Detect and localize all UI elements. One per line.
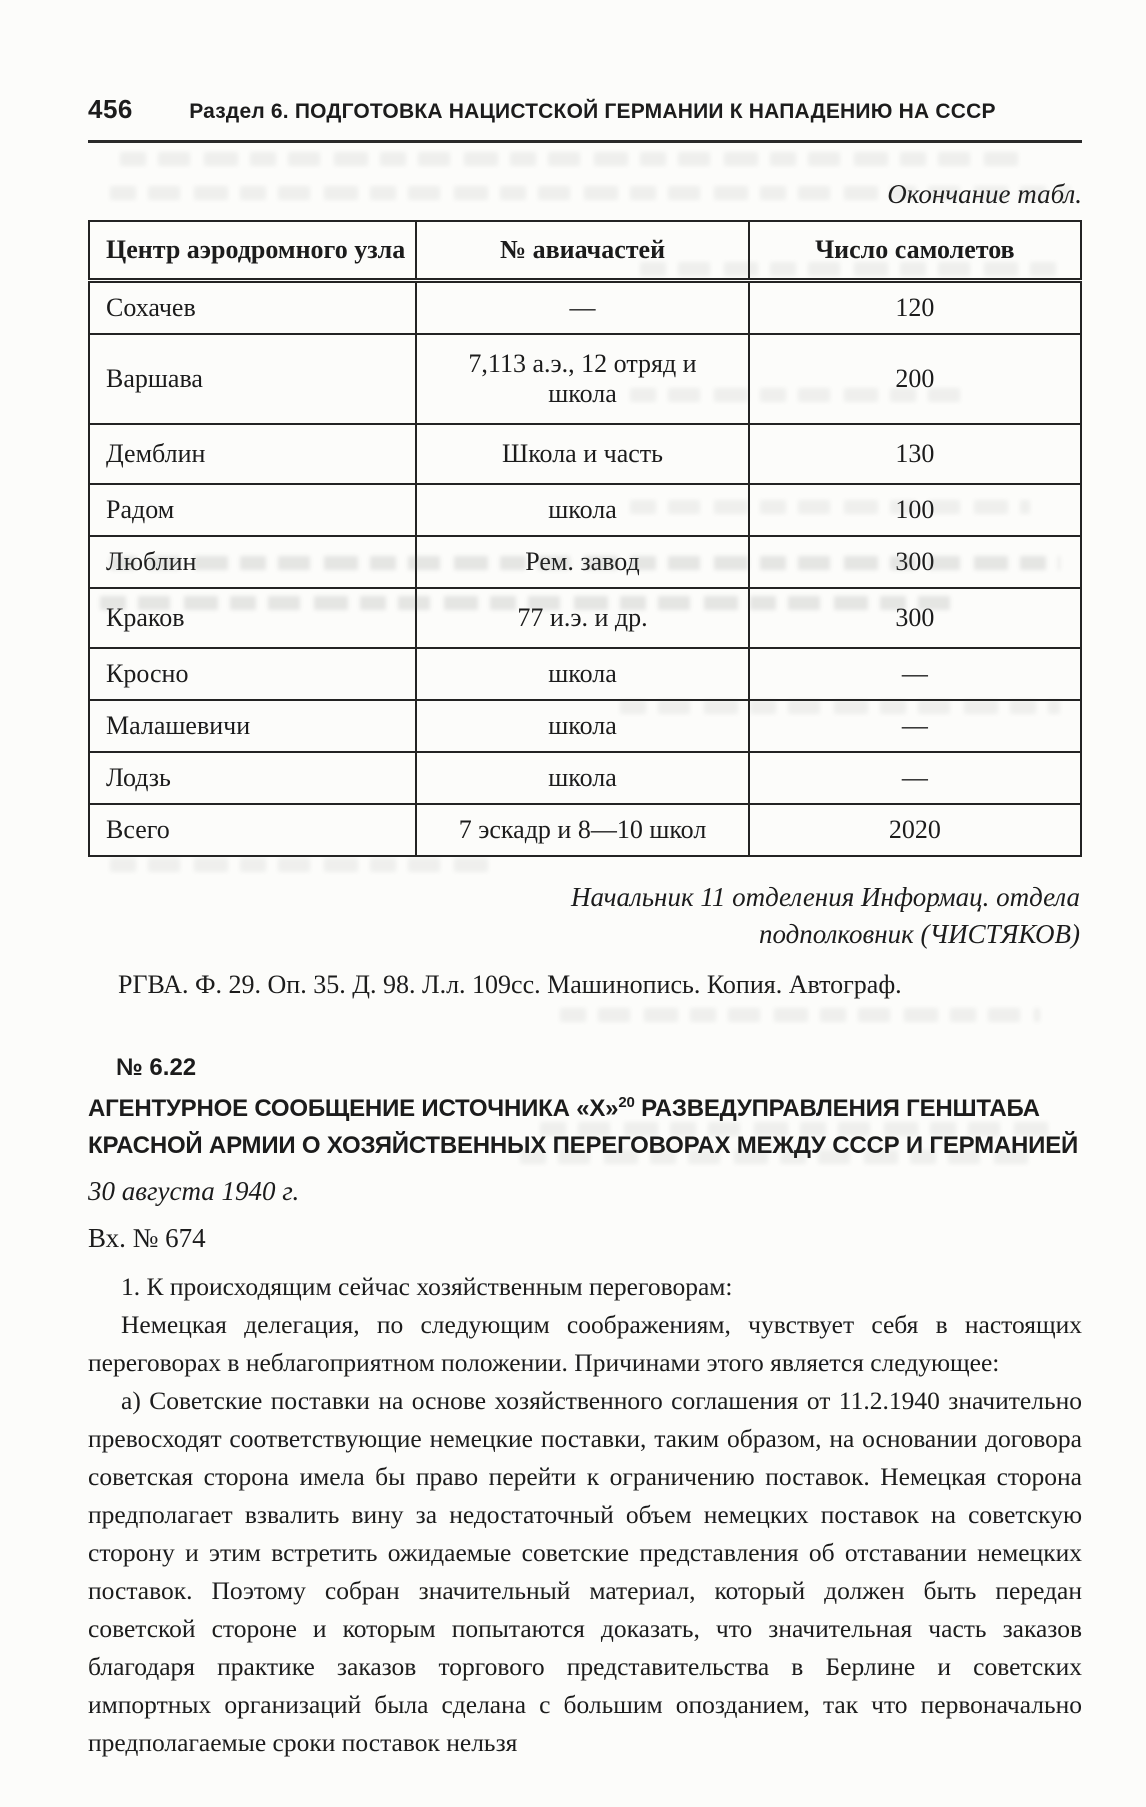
signature-position: Начальник 11 отделения Информац. отдела xyxy=(570,882,1080,912)
plane-count-cell: 300 xyxy=(749,536,1081,588)
plane-count-cell: — xyxy=(749,648,1081,700)
column-header-units: № авиачастей xyxy=(416,221,748,281)
incoming-number: Вх. № 674 xyxy=(88,1223,206,1253)
bleedthrough-artifact xyxy=(560,1008,1040,1022)
plane-count-cell: 130 xyxy=(749,424,1081,484)
document-title-text: АГЕНТУРНОЕ СООБЩЕНИЕ ИСТОЧНИКА «Х» xyxy=(88,1095,619,1122)
aviation-units-cell: школа xyxy=(416,752,748,804)
airfield-center-cell: Всего xyxy=(89,804,416,856)
airfield-center-cell: Лодзь xyxy=(89,752,416,804)
aviation-units-cell: — xyxy=(416,281,748,335)
airfield-center-cell: Люблин xyxy=(89,536,416,588)
airfield-center-cell: Радом xyxy=(89,484,416,536)
table-row xyxy=(89,334,1081,424)
airfield-center-cell: Сохачев xyxy=(89,281,416,335)
document-number: № 6.22 xyxy=(116,1054,197,1081)
archival-reference: РГВА. Ф. 29. Оп. 35. Д. 98. Л.л. 109сс. Машинопись. Копия. Автограф. xyxy=(118,970,902,999)
plane-count-cell: — xyxy=(749,752,1081,804)
airfield-centers-table xyxy=(88,220,1082,857)
bleedthrough-artifact xyxy=(120,152,1020,166)
table-continuation-note: Окончание табл. xyxy=(887,179,1082,209)
document-title-text: РАЗВЕДУПРАВЛЕНИЯ ГЕНШТАБА КРАСНОЙ АРМИИ О ХОЗЯЙСТВЕННЫХ ПЕРЕГОВОРАХ МЕЖДУ СССР И ГЕРМАНИЕЙ xyxy=(88,1095,1079,1159)
table-row xyxy=(89,424,1081,484)
aviation-units-cell: 7 эскадр и 8—10 школ xyxy=(416,804,748,856)
aviation-units-cell: 7,113 а.э., 12 отряд и школа xyxy=(416,334,748,424)
body-paragraph: Немецкая делегация, по следующим соображениям, чувствует себя в настоящих переговорах в неблагоприятном положении. Причинами этого является следующее: xyxy=(88,1310,1082,1377)
table-row xyxy=(89,588,1081,648)
aviation-units-cell: школа xyxy=(416,648,748,700)
aviation-units-cell: школа xyxy=(416,484,748,536)
plane-count-cell: 200 xyxy=(749,334,1081,424)
airfield-center-cell: Демблин xyxy=(89,424,416,484)
section-title: Раздел 6. ПОДГОТОВКА НАЦИСТСКОЙ ГЕРМАНИИ К НАПАДЕНИЮ НА СССР xyxy=(189,100,996,123)
airfield-center-cell: Малашевичи xyxy=(89,700,416,752)
aviation-units-cell: 77 и.э. и др. xyxy=(416,588,748,648)
table-header-row xyxy=(89,221,1081,281)
header-rule xyxy=(88,140,1082,143)
airfield-center-cell: Кросно xyxy=(89,648,416,700)
body-paragraph: а) Советские поставки на основе хозяйственного соглашения от 11.2.1940 значительно превосходят соответствующие немецкие поставки, таким образом, на основании договора советская сторона имела бы право перейти к ограничению поставок. Немецкая сторона предполагает взвалить вину за недостаточный объем немецких поставок на советскую сторону и этим встретить ожидаемые советские представления об отставании немецких поставок. Поэтому собран значительный материал, который должен быть передан советской стороне и которым попытаются доказать, что значительная часть заказов благодаря практике заказов торгового представительства в Берлине и советских импортных организаций была сделана с большим опозданием, так что первоначально предполагаемые сроки поставок нельзя xyxy=(88,1386,1082,1757)
plane-count-cell: 120 xyxy=(749,281,1081,335)
table-row xyxy=(89,281,1081,335)
table-total-row xyxy=(89,804,1081,856)
table-row xyxy=(89,536,1081,588)
aviation-units-cell: Школа и часть xyxy=(416,424,748,484)
table-row xyxy=(89,752,1081,804)
table-row xyxy=(89,648,1081,700)
page-number: 456 xyxy=(88,94,133,124)
document-title xyxy=(88,1090,1082,1164)
signature-rank-name: подполковник (ЧИСТЯКОВ) xyxy=(758,919,1080,949)
table-row xyxy=(89,484,1081,536)
plane-count-cell: — xyxy=(749,700,1081,752)
column-header-center: Центр аэродромного узла xyxy=(89,221,416,281)
table-row xyxy=(89,700,1081,752)
airfield-center-cell: Варшава xyxy=(89,334,416,424)
plane-count-cell: 2020 xyxy=(749,804,1081,856)
plane-count-cell: 100 xyxy=(749,484,1081,536)
signature-block xyxy=(88,879,1082,953)
footnote-marker: 20 xyxy=(618,1094,635,1111)
airfield-center-cell: Краков xyxy=(89,588,416,648)
column-header-planes: Число самолетов xyxy=(749,221,1081,281)
plane-count-cell: 300 xyxy=(749,588,1081,648)
aviation-units-cell: школа xyxy=(416,700,748,752)
document-body xyxy=(88,1268,1082,1762)
running-header xyxy=(88,94,1082,125)
document-date: 30 августа 1940 г. xyxy=(88,1176,300,1206)
body-paragraph: 1. К происходящим сейчас хозяйственным переговорам: xyxy=(121,1272,733,1301)
bleedthrough-artifact xyxy=(110,858,490,872)
aviation-units-cell: Рем. завод xyxy=(416,536,748,588)
